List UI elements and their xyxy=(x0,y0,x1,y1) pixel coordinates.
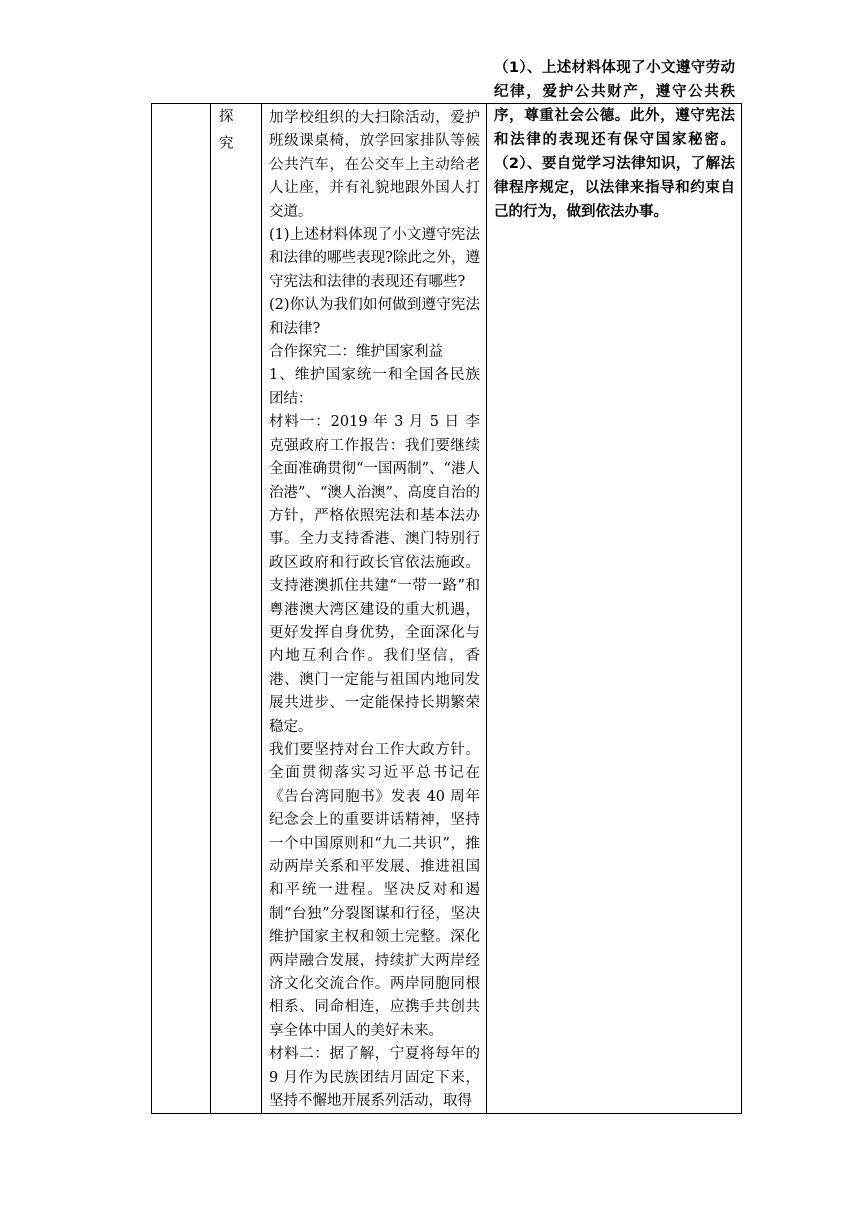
stage-label: 探究 xyxy=(219,109,234,152)
stage-cell xyxy=(211,104,262,1114)
subsection-heading: 1、维护国家统一和全国各民族团结： xyxy=(269,367,480,407)
section-heading: 合作探究二：维护国家利益 xyxy=(269,344,443,361)
material-two: 材料二：据了解，宁夏将每年的 9 月作为民族团结月固定下来，坚持不懈地开展系列活动，取得 xyxy=(269,1046,480,1110)
question-1: (1)上述材料体现了小文遵守宪法和法律的哪些表现?除此之外，遵守宪法和法律的表现还有哪些? xyxy=(269,227,480,290)
question-2: (2)你认为我们如何做到遵守宪法和法律? xyxy=(269,297,480,337)
activity-content xyxy=(262,104,486,1113)
paragraph: 加学校组织的大扫除活动，爱护班级课桌椅，放学回家排队等候公共汽车，在公交车上主动给老人让座，并有礼貌地跟外国人打交道。 xyxy=(269,110,480,220)
paragraph: 我们要坚持对台工作大政方针。全面贯彻落实习近平总书记在《告台湾同胞书》发表 40 周年纪念会上的重要讲话精神，坚持一个中国原则和“九二共识”，推动两岸关系和平发展、推进祖国和平统一进程。坚决反对和遏制“台独”分裂图谋和行径，坚决维护国家主权和领土完整。深化两岸融合发展，持续扩大两岸经济文化交流合作。两岸同胞同根相系、同命相连，应携手共创共享全体中国人的美好未来。 xyxy=(269,741,480,1039)
material-one: 材料一：2019 年 3 月 5 日 李克强政府工作报告：我们要继续全面准确贯彻“一国两制”、“港人治港”、“澳人治澳”、高度自治的方针，严格依照宪法和基本法办事。全力支持香港、澳门特别行政区政府和行政长官依法施政。支持港澳抓住共建“一带一路”和粤港澳大湾区建设的重大机遇，更好发挥自身优势，全面深化与内地互利合作。我们坚信，香港、澳门一定能与祖国内地同发展共进步、一定能保持长期繁荣稳定。 xyxy=(269,414,480,735)
empty-cell xyxy=(152,104,211,1114)
answer-cell xyxy=(487,60,742,1114)
lesson-table xyxy=(151,60,742,1114)
table-row xyxy=(152,104,742,1114)
content-cell xyxy=(262,104,487,1114)
answer-text: （1）、上述材料体现了小文遵守劳动纪律，爱护公共财产，遵守公共秩序，尊重社会公德。此外，遵守宪法和法律的表现还有保守国家秘密。（2）、要自觉学习法律知识，了解法律程序规定，以法律来指导和约束自己的行为，做到依法办事。 xyxy=(494,60,735,220)
